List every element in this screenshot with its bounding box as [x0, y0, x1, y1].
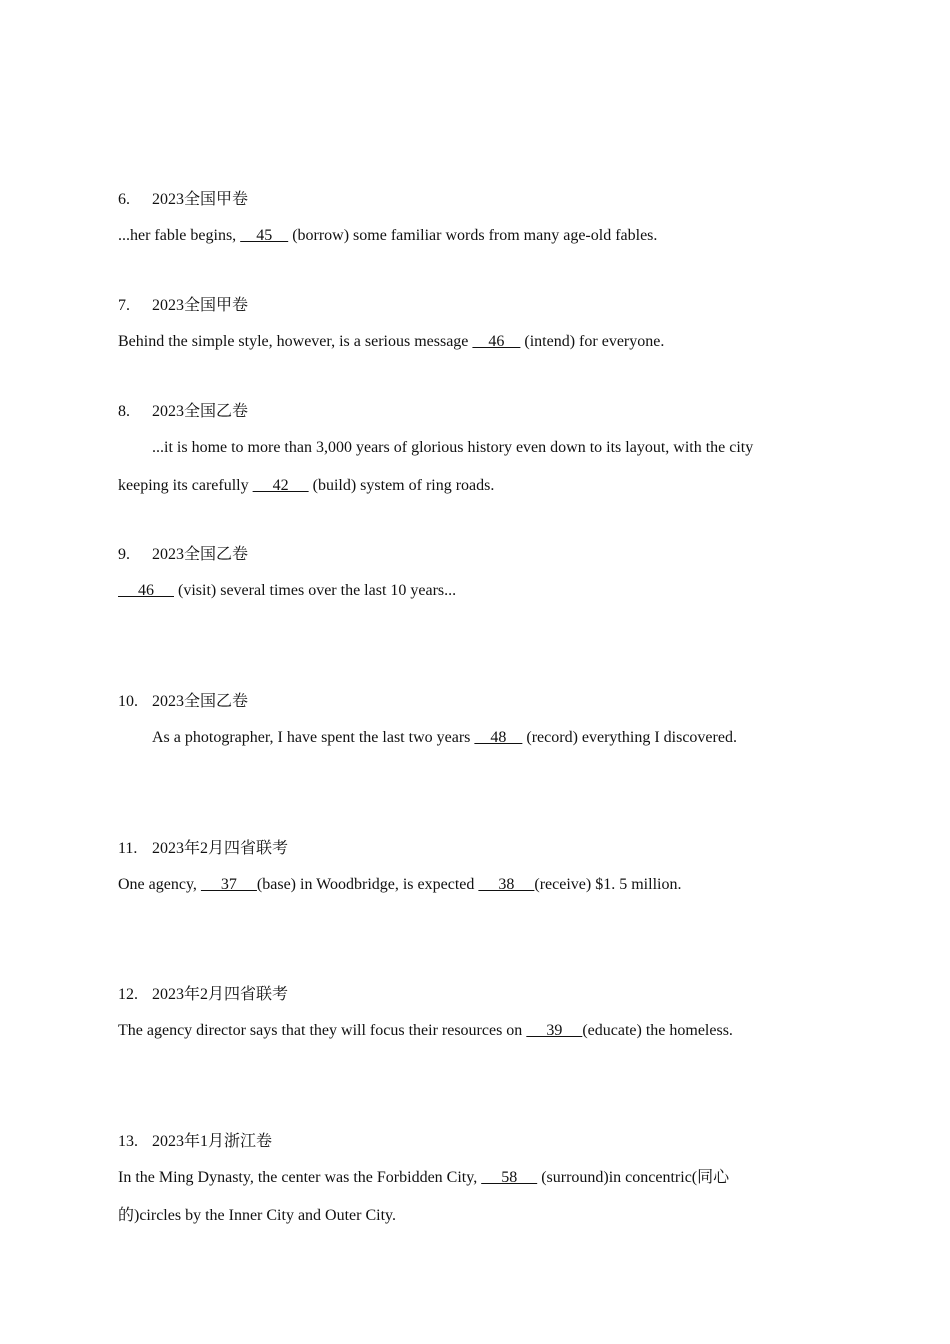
question-source: 2023全国乙卷: [152, 693, 249, 710]
answer-blank: 42: [252, 477, 309, 494]
question-text: 46 (visit) several times over the last 10 years...: [118, 582, 457, 599]
question-number: 10.: [118, 693, 138, 710]
question-7: [118, 296, 798, 350]
question-12: [118, 985, 798, 1039]
question-text: One agency, 37 (base) in Woodbridge, is expected 38 (receive) $1. 5 million.: [118, 876, 682, 893]
question-header: [118, 985, 798, 1005]
question-text: keeping its carefully 42 (build) system of ring roads.: [118, 477, 495, 494]
question-number: 6.: [118, 191, 130, 208]
question-source: 2023年1月浙江卷: [152, 1133, 273, 1150]
question-text: The agency director says that they will focus their resources on 39 (educate) the homeless.: [118, 1022, 733, 1039]
question-9: [118, 545, 798, 599]
answer-blank: 46: [472, 333, 521, 350]
question-source: 2023年2月四省联考: [152, 986, 289, 1003]
question-text: ...her fable begins, 45 (borrow) some familiar words from many age-old fables.: [118, 227, 658, 244]
answer-blank: 37: [200, 876, 257, 893]
question-source: 2023全国乙卷: [152, 546, 249, 563]
answer-blank: 45: [240, 227, 289, 244]
question-13: [118, 1132, 798, 1224]
question-header: [118, 190, 798, 210]
question-source: 2023全国甲卷: [152, 191, 249, 208]
answer-blank: 46: [118, 582, 174, 599]
question-header: [118, 545, 798, 565]
question-10: [118, 692, 798, 746]
question-header: [118, 296, 798, 316]
answer-blank: 58: [481, 1169, 538, 1186]
question-header: [118, 692, 798, 712]
answer-blank: 39: [526, 1022, 583, 1039]
answer-blank: 38: [478, 876, 535, 893]
question-text: In the Ming Dynasty, the center was the Forbidden City, 58 (surround)in concentric(同心: [118, 1169, 730, 1186]
question-number: 13.: [118, 1133, 138, 1150]
question-header: [118, 1132, 798, 1152]
question-text: 的)circles by the Inner City and Outer City.: [118, 1207, 397, 1224]
question-number: 9.: [118, 546, 130, 563]
answer-blank: 48: [474, 729, 523, 746]
question-11: [118, 839, 798, 893]
question-6: [118, 190, 798, 244]
question-number: 8.: [118, 403, 130, 420]
question-number: 11.: [118, 840, 138, 857]
question-source: 2023年2月四省联考: [152, 840, 289, 857]
question-text: As a photographer, I have spent the last two years 48 (record) everything I discovered.: [152, 729, 737, 746]
question-number: 12.: [118, 986, 138, 1003]
question-source: 2023全国甲卷: [152, 297, 249, 314]
question-number: 7.: [118, 297, 130, 314]
question-text: Behind the simple style, however, is a serious message 46 (intend) for everyone.: [118, 333, 665, 350]
question-header: [118, 839, 798, 859]
question-text: ...it is home to more than 3,000 years of glorious history even down to its layout, with the city: [152, 439, 754, 456]
question-8: [118, 402, 798, 494]
question-header: [118, 402, 798, 422]
question-source: 2023全国乙卷: [152, 403, 249, 420]
